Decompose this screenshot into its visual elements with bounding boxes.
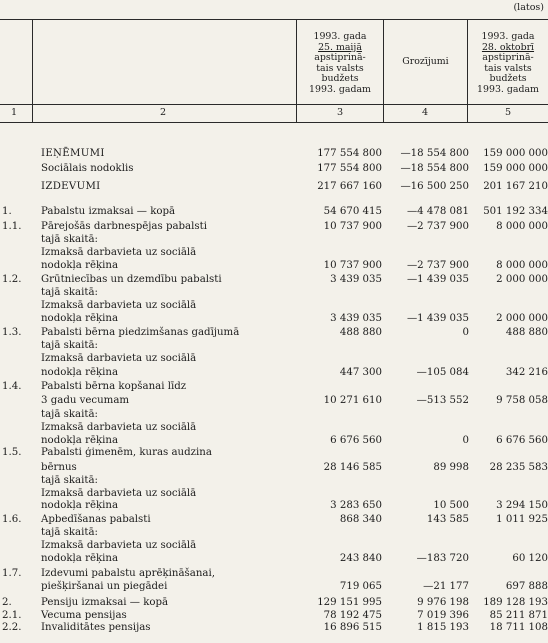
amendment-value: —105 084: [416, 367, 469, 378]
table-row: [0, 233, 548, 247]
approved-may-value: 243 840: [339, 553, 382, 564]
header-col5-line: tais valsts: [484, 62, 532, 74]
approved-may-value: 3 283 650: [330, 500, 382, 511]
approved-may-value: 10 737 900: [323, 260, 382, 271]
row-label: Izmaksā darbavieta uz sociālā: [41, 488, 197, 499]
row-label: tajā skaitā:: [41, 234, 98, 245]
row-code: 1.: [2, 206, 12, 217]
currency-unit-note: (latos): [513, 2, 544, 13]
approved-october-value: 189 128 193: [483, 597, 548, 608]
row-label: Izdevumi pabalstu aprēķināšanai,: [41, 568, 215, 579]
row-label: Izmaksā darbavieta uz sociālā: [41, 247, 197, 258]
approved-may-value: 177 554 800: [317, 148, 382, 159]
approved-october-value: 8 000 000: [496, 260, 548, 271]
section-row: [0, 180, 548, 194]
column-number-3: 3: [336, 107, 344, 118]
approved-october-value: 18 711 108: [489, 622, 548, 633]
approved-may-value: 868 340: [339, 514, 382, 525]
column-number-4: 4: [421, 107, 429, 118]
row-label: Izmaksā darbavieta uz sociālā: [41, 540, 197, 551]
header-col3-line: budžets: [321, 73, 359, 85]
row-label: tajā skaitā:: [41, 287, 98, 298]
row-label: Pabalsti bērna piedzimšanas gadījumā: [41, 327, 240, 338]
amendment-value: 0: [462, 327, 469, 338]
amendment-value: —16 500 250: [400, 181, 469, 192]
amendment-value: 1 815 193: [417, 622, 469, 633]
row-code: 2.: [2, 597, 12, 608]
table-row: [0, 499, 548, 513]
table-row: [0, 539, 548, 553]
amendment-value: 0: [462, 435, 469, 446]
header-col5-line: 1993. gadam: [477, 83, 539, 95]
table-row: [0, 339, 548, 353]
amendment-value: —4 478 081: [406, 206, 469, 217]
table-row: [0, 352, 548, 366]
row-label: Izmaksā darbavieta uz sociālā: [41, 422, 197, 433]
approved-may-value: 447 300: [339, 367, 382, 378]
amendment-value: 89 998: [433, 462, 469, 473]
row-label: nodokļa rēķina: [41, 553, 119, 564]
header-col3-line: tais valsts: [316, 62, 364, 74]
amendment-value: —18 554 800: [400, 148, 469, 159]
table-row: [0, 380, 548, 394]
approved-october-value: 697 888: [505, 581, 548, 592]
table-row: [0, 596, 548, 610]
table-row: [0, 220, 548, 234]
table-row: [0, 205, 548, 219]
approved-may-value: 129 151 995: [317, 597, 382, 608]
row-label: Pabalsti bērna kopšanai līdz: [41, 381, 187, 392]
row-label: IEŅĒMUMI: [41, 148, 105, 159]
approved-october-value: 85 211 871: [489, 610, 548, 621]
amendment-value: —1 439 035: [406, 313, 469, 324]
row-code: 2.1.: [2, 610, 22, 621]
amendment-value: 143 585: [426, 514, 469, 525]
row-label: 3 gadu vecumam: [41, 395, 130, 406]
table-row: [0, 580, 548, 594]
header-col3: [297, 32, 383, 96]
table-row: [0, 552, 548, 566]
table-row: [0, 421, 548, 435]
table-row: [0, 286, 548, 300]
header-col5: [468, 32, 548, 96]
column-number-2: 2: [159, 107, 167, 118]
row-label: Invaliditātes pensijas: [41, 622, 151, 633]
approved-may-value: 16 896 515: [323, 622, 382, 633]
approved-may-value: 488 880: [339, 327, 382, 338]
amendment-value: —2 737 900: [406, 221, 469, 232]
header-col4-line: Grozījumi: [402, 56, 449, 67]
amendment-value: 10 500: [433, 500, 469, 511]
row-label: Pārejošās darbnespējas pabalsti: [41, 221, 207, 232]
amendment-value: —2 737 900: [406, 260, 469, 271]
row-label: IZDEVUMI: [41, 181, 101, 192]
amendment-value: —21 177: [423, 581, 469, 592]
table-row: [0, 162, 548, 176]
amendment-value: —513 552: [416, 395, 469, 406]
section-row: [0, 147, 548, 161]
header-col3-line: apstiprinā-: [314, 52, 366, 64]
row-label: nodokļa rēķina: [41, 260, 119, 271]
header-col5-line: budžets: [489, 73, 527, 85]
header-col3-line: 25. maijā: [318, 41, 362, 53]
table-row: [0, 326, 548, 340]
header-bottom-rule: [0, 104, 548, 105]
table-row: [0, 366, 548, 380]
row-label: bērnus: [41, 462, 77, 473]
table-row: [0, 273, 548, 287]
row-code: 1.5.: [2, 447, 22, 458]
approved-october-value: 2 000 000: [496, 274, 548, 285]
approved-october-value: 2 000 000: [496, 313, 548, 324]
row-code: 1.4.: [2, 381, 22, 392]
amendment-value: —183 720: [416, 553, 469, 564]
row-label: Izmaksā darbavieta uz sociālā: [41, 353, 197, 364]
row-code: 2.2.: [2, 622, 22, 633]
table-row: [0, 259, 548, 273]
amendment-value: 7 019 396: [417, 610, 469, 621]
row-label: tajā skaitā:: [41, 409, 98, 420]
row-label: Apbedīšanas pabalsti: [41, 514, 151, 525]
column-number-rule: [0, 122, 548, 123]
approved-may-value: 719 065: [339, 581, 382, 592]
row-label: nodokļa rēķina: [41, 313, 119, 324]
row-label: piešķiršanai un piegādei: [41, 581, 168, 592]
table-row: [0, 526, 548, 540]
row-code: 1.2.: [2, 274, 22, 285]
row-label: nodokļa rēķina: [41, 500, 119, 511]
approved-may-value: 28 146 585: [323, 462, 382, 473]
approved-october-value: 6 676 560: [496, 435, 548, 446]
approved-october-value: 9 758 058: [496, 395, 548, 406]
row-label: Vecuma pensijas: [41, 610, 127, 621]
table-row: [0, 461, 548, 475]
header-col5-line: 1993. gada: [481, 31, 535, 42]
table-row: [0, 394, 548, 408]
approved-october-value: 488 880: [505, 327, 548, 338]
column-divider-1: [32, 19, 33, 122]
table-row: [0, 246, 548, 260]
header-col3-line: 1993. gadam: [309, 83, 371, 95]
approved-may-value: 6 676 560: [330, 435, 382, 446]
column-divider-3: [383, 19, 384, 122]
table-row: [0, 513, 548, 527]
approved-may-value: 177 554 800: [317, 163, 382, 174]
row-label: tajā skaitā:: [41, 340, 98, 351]
approved-may-value: 78 192 475: [323, 610, 382, 621]
row-label: tajā skaitā:: [41, 475, 98, 486]
table-row: [0, 446, 548, 460]
approved-october-value: 342 216: [505, 367, 548, 378]
approved-october-value: 8 000 000: [496, 221, 548, 232]
header-col5-line: apstiprinā-: [482, 52, 534, 64]
approved-october-value: 159 000 000: [483, 163, 548, 174]
row-label: nodokļa rēķina: [41, 435, 119, 446]
table-top-rule: [0, 19, 548, 20]
table-row: [0, 567, 548, 581]
table-row: [0, 299, 548, 313]
approved-may-value: 10 737 900: [323, 221, 382, 232]
table-row: [0, 312, 548, 326]
row-code: 1.1.: [2, 221, 22, 232]
table-row: [0, 621, 548, 635]
row-label: tajā skaitā:: [41, 527, 98, 538]
amendment-value: —18 554 800: [400, 163, 469, 174]
row-code: 1.6.: [2, 514, 22, 525]
header-col5-line: 28. oktobrī: [481, 41, 535, 53]
row-label: Pabalsti ģimenēm, kuras audzina: [41, 447, 212, 458]
row-label: Pabalstu izmaksai — kopā: [41, 206, 176, 217]
approved-october-value: 28 235 583: [489, 462, 548, 473]
approved-october-value: 159 000 000: [483, 148, 548, 159]
table-row: [0, 408, 548, 422]
row-label: nodokļa rēķina: [41, 367, 119, 378]
approved-october-value: 3 294 150: [496, 500, 548, 511]
row-label: Sociālais nodoklis: [41, 163, 134, 174]
approved-october-value: 201 167 210: [483, 181, 548, 192]
approved-may-value: 54 670 415: [323, 206, 382, 217]
row-code: 1.3.: [2, 327, 22, 338]
approved-may-value: 10 271 610: [323, 395, 382, 406]
approved-may-value: 217 667 160: [317, 181, 382, 192]
approved-may-value: 3 439 035: [330, 274, 382, 285]
row-label: Izmaksā darbavieta uz sociālā: [41, 300, 197, 311]
row-code: 1.7.: [2, 568, 22, 579]
table-row: [0, 474, 548, 488]
row-label: Pensiju izmaksai — kopā: [41, 597, 169, 608]
amendment-value: —1 439 035: [406, 274, 469, 285]
approved-october-value: 60 120: [512, 553, 548, 564]
approved-may-value: 3 439 035: [330, 313, 382, 324]
amendment-value: 9 976 198: [417, 597, 469, 608]
row-label: Grūtniecības un dzemdību pabalsti: [41, 274, 222, 285]
header-col4: [384, 57, 467, 68]
column-number-1: 1: [10, 107, 18, 118]
approved-october-value: 501 192 334: [483, 206, 548, 217]
header-col3-line: 1993. gada: [313, 31, 367, 42]
approved-october-value: 1 011 925: [496, 514, 548, 525]
column-number-5: 5: [504, 107, 512, 118]
